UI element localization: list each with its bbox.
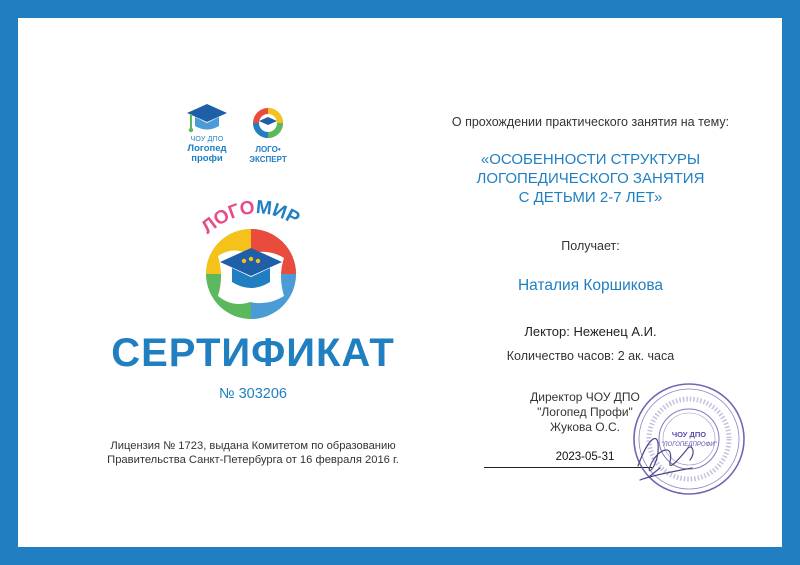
logo-line-1: ЛОГО• [255,145,281,154]
license-line-2: Правительства Санкт-Петербурга от 16 февраля 2016 г. [107,454,399,466]
stamp-line-1: ЧОУ ДПО [671,430,707,439]
stamp-line-2: "ЛОГОПЕДПРОФИ" [661,442,717,448]
logomir-globe-icon [188,196,318,326]
logomir-part2: МИР [254,196,303,230]
handwritten-signature [630,418,710,488]
signature-line [484,467,652,468]
logomir-logo [188,196,318,326]
intro-text: О прохождении практического занятия на тему: [451,115,730,129]
logomir-part1: ЛОГО [197,197,257,239]
license-line-1: Лицензия № 1723, выдана Комитетом по образованию [110,440,396,452]
logo-expert-logo [240,106,296,174]
topic-line-3: С ДЕТЬМИ 2-7 ЛЕТ» [518,189,663,206]
hours-text: Количество часов: 2 ак. часа [506,349,675,363]
topic-line-2: ЛОГОПЕДИЧЕСКОГО ЗАНЯТИЯ [476,170,705,187]
graduation-cap-icon [185,102,229,136]
topic-line-1: «ОСОБЕННОСТИ СТРУКТУРЫ [480,151,701,168]
globe-icon [250,106,286,140]
recipient-name: Наталия Коршикова [517,277,664,294]
logo-line-2: Логопед [187,143,227,154]
license-text [58,439,448,467]
director-line-2: "Логопед Профи" [537,405,633,419]
logo-line-3: профи [191,153,223,164]
certificate-title: СЕРТИФИКАТ [111,331,395,375]
issue-date: 2023-05-31 [555,451,615,463]
lecturer-text: Лектор: Неженец А.И. [524,324,657,339]
certificate-number: № 303206 [219,386,287,402]
receives-label: Получает: [561,239,620,253]
logo-line-2: ЭКСПЕРТ [249,155,287,164]
logoped-profi-logo [176,102,238,172]
topic-title [418,150,763,207]
director-line-1: Директор ЧОУ ДПО [530,390,640,404]
logo-line-1: ЧОУ ДПО [190,136,224,143]
director-line-3: Жукова О.С. [550,420,620,434]
